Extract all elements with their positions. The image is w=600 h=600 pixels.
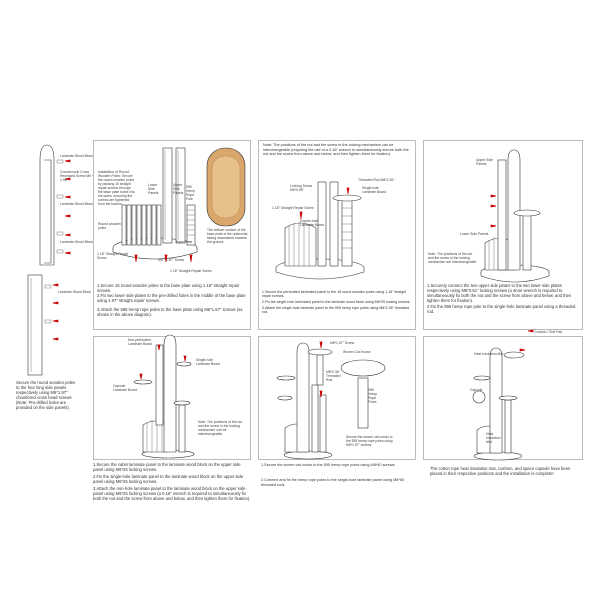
label-capsule-board: Capsule Laminate Board <box>113 384 137 392</box>
label-m8-screw: M8*1.57" Screw <box>330 341 355 345</box>
step2-instruction-2: 2.Fix the single-hole laminated panel to the laminate wood block using M6*25 locking screws. <box>262 300 411 304</box>
label-single-hole-board-4: Single-hole Laminate Board <box>196 358 220 366</box>
label-hemp-rope-pole: 595 Hemp Rope Pole <box>186 185 196 201</box>
step1-instruction-2: 2.Fix two lower side plates to the pre-drilled holes in the middle of the base plate using 1.97" straight repair screws. <box>97 293 246 303</box>
label-threaded-rod: Threaded Rod M8*2.36" <box>358 178 395 182</box>
label-single-hole-board: Single-hole Laminate Board <box>362 186 386 194</box>
step4-instruction-1: 1.Secure the cabin laminate panel to the laminate wood block on the upper side panel using M6*25 locking screws. <box>93 462 241 472</box>
label-upper-side-panels: Upper Side Panels <box>173 183 184 195</box>
label-m6-screw: M6 * 1.57" Screw <box>158 258 185 262</box>
label-base-plate: Base Plate <box>176 240 193 244</box>
step4-instruction-3: 3.Attach the non-hole laminate panel to the laminate wood block on the upper side panel using M6*25 locking screws (a 0.16" wrench is required to simultaneously fix both the nut and the screw from above and below, and then tighten them for fixation). <box>93 486 251 501</box>
label-upper-side-panels-3: Upper Side Panels <box>476 158 493 166</box>
step2-instruction-1: 1.Secure the perforated laminated panel to the 16 round wooden poles using 1.18" straight repair screws. <box>262 290 407 299</box>
label-heat-mat-2: Heat Insulation Mat <box>486 432 501 444</box>
step3-instruction-2: 2.Fix the 595 hemp rope pole to the single-hole laminate panel using a threaded rod. <box>427 304 576 314</box>
label-double-hole-board: Double-hole Laminate Board <box>300 219 324 227</box>
step4-note: Note: The positions of the nut and the screw in the locking mechanism can be interchangeable. <box>198 420 243 436</box>
label-countersunk-screw: Countersunk Cross Recessed Screw M6 * 1.98" <box>60 170 94 182</box>
step1-instruction-3: 3.Attach the 595 hemp rope poles to the base plate using M6*1.57" screws (as shown in the above diagram). <box>97 307 243 317</box>
step3-note: Note: The positions of the nut and the screw in the locking mechanism are interchangeable. <box>428 252 478 264</box>
label-laminate-4: Laminate Wood Block <box>58 290 91 294</box>
label-cushion: Cushion / Soft Pad <box>534 330 563 334</box>
label-repair-screw-2: 1.18" Straight Repair Screw <box>170 269 212 273</box>
label-round-poles: Round wooden poles <box>98 222 121 230</box>
label-woven-cat-house: Woven Cat House <box>343 350 371 354</box>
label-laminate-3: Laminate Wood Block <box>60 240 93 244</box>
label-laminate-1: Laminate Wood Block <box>60 154 93 158</box>
label-repair-screw: 1.18" Straight Repair Screw <box>97 252 129 260</box>
step1-instruction-1: 1.Secure 16 round wooden poles to the base plate using 1.18" straight repair screws. <box>97 283 240 293</box>
label-hemp-rope-poles: 595 Hemp Rope Poles <box>368 388 378 404</box>
label-threaded-rod-5: M8*2.36" Threaded Rod <box>326 370 341 382</box>
label-nonperforated-board: Non-perforated Laminate Board <box>128 338 152 346</box>
label-capsule: Capsule <box>470 388 483 392</box>
step1-install-note: Installation of Round Wooden Poles: Secure the round wooden poles by passing 16 straight repair screws through the base plate holes into the poles, ensuring the screws are tightened from the bottom. <box>98 170 135 206</box>
label-base-underside: The bottom surface of the base plate is the underside, facing downwards towards the ground. <box>207 228 249 244</box>
step5-instruction-1: 1.Secure the woven cat condo to the 595 hemp rope poles using M8*40 screws. <box>261 463 396 467</box>
step3-instruction-1: 1.Securely connect the two upper side plates to the two lower side plates respectively using M6*0.51" locking screws (a 4mm wrench is required to simultaneously fix both the nut and the screw from above and below, and then tighten them for fixation). <box>427 283 572 303</box>
label-heat-mat: Heat Insulation Mat <box>474 352 504 356</box>
step5-instruction-2: 2.Connect and fix the hemp rope poles to the single-hole laminate panel using M8*60 threaded rods. <box>261 478 405 487</box>
step2-instruction-3: 3.Attach the single-hole laminate panel to the 595 hemp rope poles using M8*2.36" threaded rod. <box>262 306 410 315</box>
label-laminate-2: Laminate Wood Block <box>60 202 93 206</box>
label-secure-woven: Secure the woven cat condo to the 595 hemp rope poles using M8*1.57" screws. <box>346 435 393 447</box>
step2-note: Note: The positions of the nut and the screw in the locking mechanism can be interchangeable (requiring the use of a 0.16" wrench to simultaneously secure both the nut and the screw from above and below, and then tighten them for fixation). <box>263 143 409 156</box>
label-lower-side-panels-3: Lower Side Panels <box>460 232 489 236</box>
step6-instruction: The cotton rope heat insulation mat, cushion, and space capsule have been placed in their respective positions and the installation is complete! <box>430 466 571 476</box>
label-locking-screw: Locking Screw M6*0.98" <box>290 184 313 192</box>
step4-instruction-2: 2.Fix the single-hole laminate panel to the laminate wood block on the upper side panel using M6*25 locking screws. <box>93 474 244 484</box>
label-straight-repair: 1.18" Straight Repair Screw <box>272 206 314 210</box>
step0-instruction: Secure the round wooden poles to the four long side panels respectively using M6*1.97" chamfered cross head screws (Note: Pre-drilled holes are provided on the side panels). <box>16 380 76 410</box>
label-lower-side-panels: Lower Side Panels <box>148 183 159 195</box>
